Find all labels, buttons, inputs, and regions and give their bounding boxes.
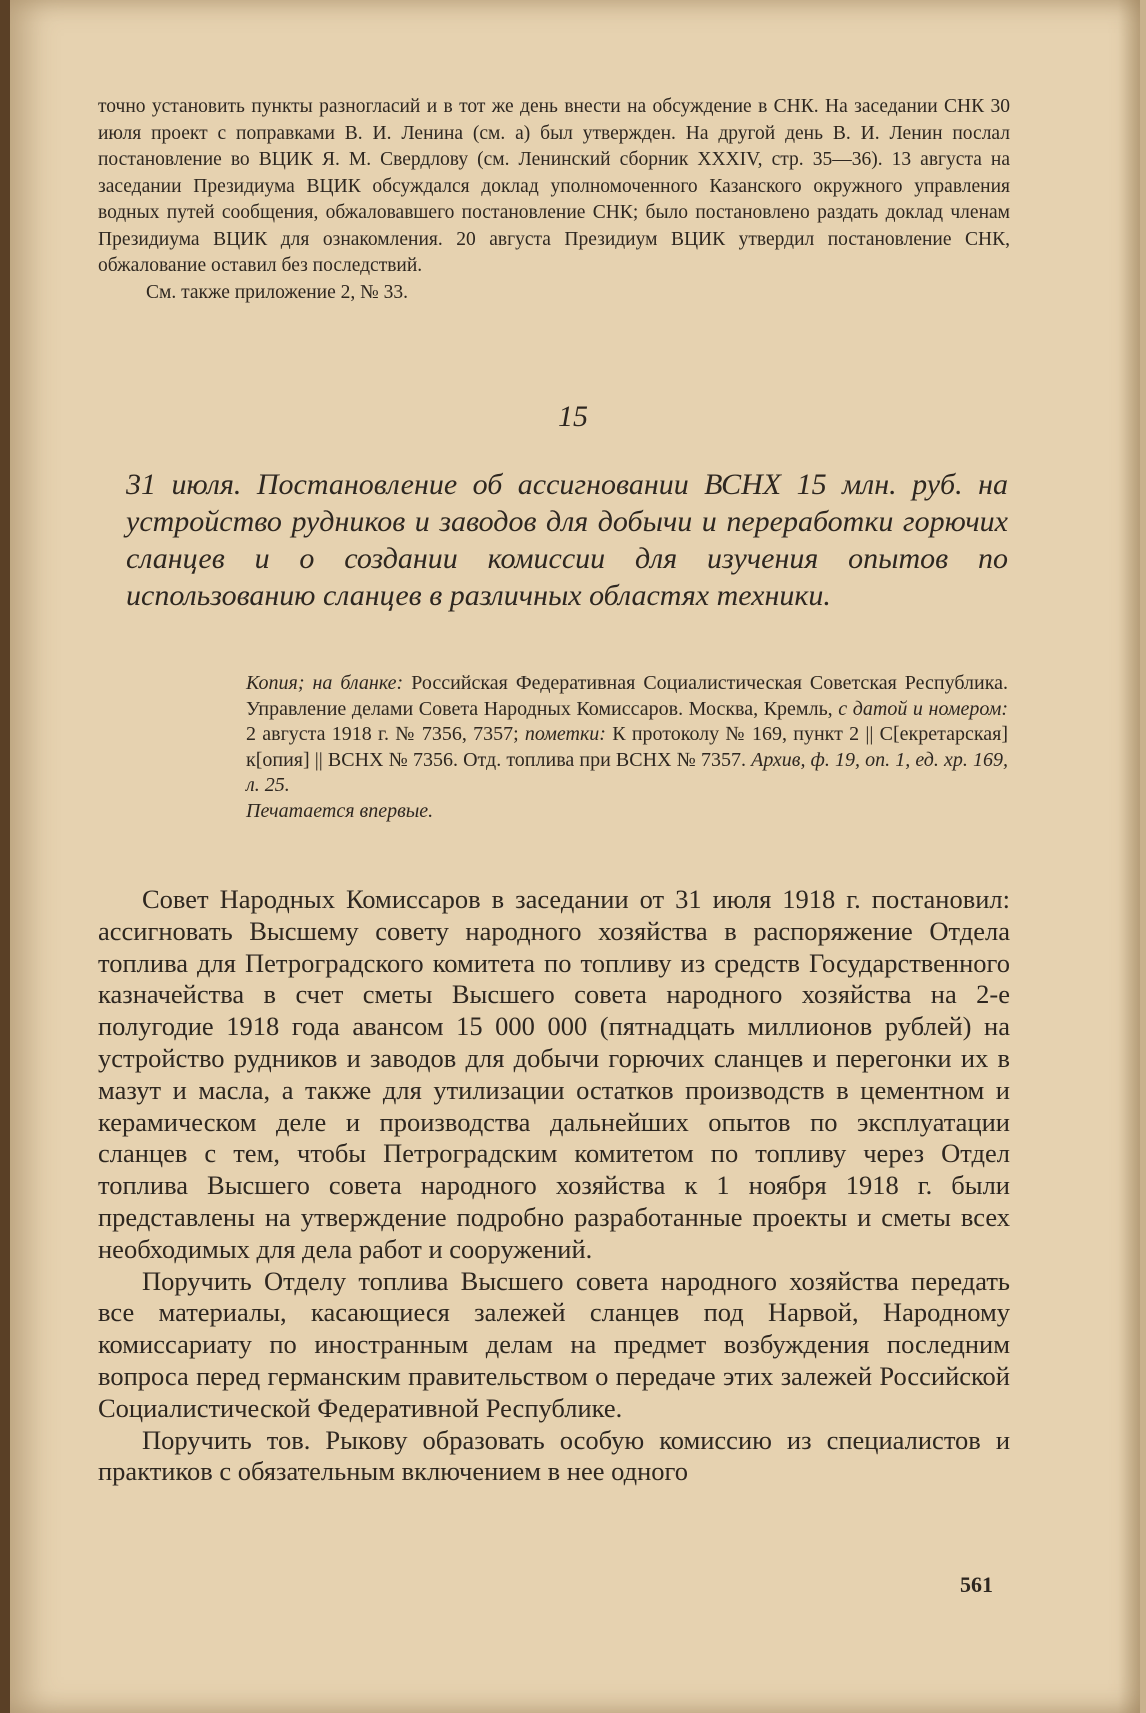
page-number: 561 [960, 1572, 993, 1597]
source-archive: Архив, ф. 19, оп. 1, ед. хр. 169, л. 25. [246, 748, 1008, 796]
notes-block [98, 94, 1010, 306]
printed-first-note: Печатается впервые. [246, 799, 434, 822]
document-number: 15 [558, 400, 588, 433]
document-heading: 31 июля. Постановление об ассигновании ВСНХ 15 млн. руб. на устройство рудников и заводов для добычи и переработки горючих сланцев и о создании комиссии для изучения опытов по использованию сланцев в различных областях техники. [126, 468, 1008, 612]
body-paragraph: Поручить тов. Рыкову образовать особую комиссию из специалистов и практиков с обязательным включением в нее одного [98, 1424, 1010, 1487]
page-edge-shadow [1118, 0, 1140, 1713]
body-paragraph: Совет Народных Комиссаров в заседании от 31 июля 1918 г. постановил: ассигновать Высшему совету народного хозяйства в распоряжение Отдела топлива для Петроградского комитета по топливу из средств Государственного казначейства в счет сметы Высшего совета народного хозяйства на 2-е полугодие 1918 года авансом 15 000 000 (пятнадцать миллионов рублей) на устройство рудников и заводов для добычи горючих сланцев и перегонки их в мазут и масла, а также для утилизации остатков производств в цементном и керамическом деле и производства дальнейших опытов по эксплуатации сланцев с тем, чтобы Петроградским комитетом по топливу через Отдел топлива Высшего совета народного хозяйства к 1 ноября 1918 г. были представлены на утверждение подробно разработанные проекты и сметы всех необходимых для дела работ и сооружений. [98, 884, 1010, 1264]
source-label-marks: пометки: [524, 723, 613, 745]
source-description [246, 671, 1008, 824]
body-paragraph: Поручить Отделу топлива Высшего совета народного хозяйства передать все материалы, касающиеся залежей сланцев под Нарвой, Народному комиссариату по иностранным делам на предмет возбуждения последним вопроса перед германским правительством о передаче этих залежей Российской Социалистической Федеративной Республике. [98, 1265, 1010, 1423]
source-blank-text: Российская Федеративная Социалистическая Советская Республика. Управление делами Совета Народных Комиссаров. Москва, Кремль, [246, 672, 1008, 720]
source-label-date: с датой и номером: [838, 697, 1008, 720]
see-also-note: См. также приложение 2, № 33. [146, 281, 408, 303]
notes-paragraph: точно установить пункты разногласий и в тот же день внести на обсуждение в СНК. На заседании СНК 30 июля проект с поправками В. И. Ленина (см. а) был утвержден. На другой день В. И. Ленин послал постановление во ВЦИК Я. М. Свердлову (см. Ленинский сборник XXXIV, стр. 35—36). 13 августа на заседании Президиума ВЦИК обсуждался доклад уполномоченного Казанского окружного управления водных путей сообщения, обжаловавшего постановление СНК; было постановлено раздать доклад членам Президиума ВЦИК для ознакомления. 20 августа Президиум ВЦИК утвердил постановление СНК, обжалование оставил без последствий. [98, 96, 1010, 276]
document-body [98, 884, 1010, 1488]
source-date-text: 2 августа 1918 г. № 7356, 7357; [246, 723, 525, 745]
book-spine [0, 0, 10, 1713]
source-label-copy: Копия; на бланке: [246, 672, 412, 694]
source-marks-text: К протоколу № 169, пункт 2 || С[екретарская] к[опия] || ВСНХ № 7356. Отд. топлива при ВСНХ № 7357. [246, 723, 1008, 771]
